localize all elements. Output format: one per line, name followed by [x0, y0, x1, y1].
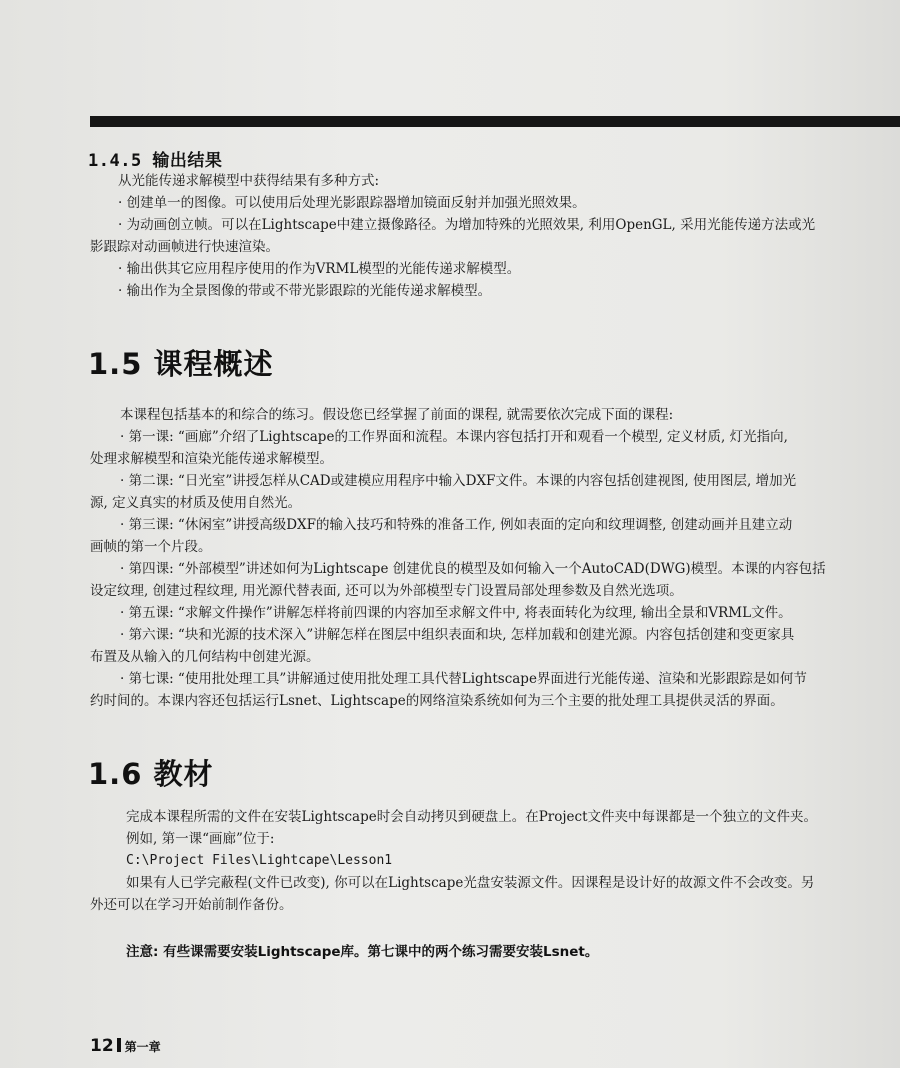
- section-145-bullet-1: · 创建单一的图像。可以使用后处理光影跟踪器增加镜面反射并加强光照效果。: [118, 195, 586, 211]
- page-number: 12: [90, 1036, 114, 1056]
- section-15-line: · 第四课: “外部模型”讲述如何为Lightscape 创建优良的模型及如何输入一个AutoCAD(DWG)模型。本课的内容包括: [120, 561, 826, 577]
- section-16-line-3: 如果有人已学完蔽程(文件已改变), 你可以在Lightscape光盘安装源文件。因课程是设计好的故源文件不会改变。另: [126, 875, 815, 891]
- footer-divider: [117, 1038, 121, 1052]
- section-15-line: 布置及从输入的几何结构中创建光源。: [90, 649, 320, 665]
- section-145-bullet-2: · 为动画创立帧。可以在Lightscape中建立摄像路径。为增加特殊的光照效果, 利用OpenGL, 采用光能传递方法或光: [118, 217, 816, 233]
- section-145-bullets: [90, 192, 858, 302]
- install-note: 注意: 有些课需要安装Lightscape库。第七课中的两个练习需要安装Lsnet。: [126, 944, 599, 960]
- section-15-body: [90, 404, 858, 712]
- section-15-line: 源, 定义真实的材质及使用自然光。: [90, 495, 302, 511]
- section-15-line: · 第七课: “使用批处理工具”讲解通过使用批处理工具代替Lightscape界面进行光能传递、渲染和光影跟踪是如何节: [120, 671, 807, 687]
- section-16-line-2: 例如, 第一课“画廊”位于:: [126, 831, 275, 847]
- section-15-heading: 1.5 课程概述: [88, 347, 274, 381]
- section-15-line: · 第二课: “日光室”讲授怎样从CAD或建模应用程序中输入DXF文件。本课的内容包括创建视图, 使用图层, 增加光: [120, 473, 797, 489]
- section-15-line: · 第三课: “休闲室”讲授高级DXF的输入技巧和特殊的准备工作, 例如表面的定向和纹理调整, 创建动画并且建立动: [120, 517, 793, 533]
- section-15-line: 设定纹理, 创建过程纹理, 用光源代替表面, 还可以为外部模型专门设置局部处理参数及自然光选项。: [90, 583, 683, 599]
- header-rule: [90, 116, 900, 127]
- section-16-heading: 1.6 教材: [88, 757, 214, 791]
- section-15-line: 处理求解模型和渲染光能传递求解模型。: [90, 451, 333, 467]
- section-16-line-4: 外还可以在学习开始前制作备份。: [90, 897, 293, 913]
- page-footer: [90, 1036, 161, 1056]
- section-15-line: · 第一课: “画廊”介绍了Lightscape的工作界面和流程。本课内容包括打开和观看一个模型, 定义材质, 灯光指向,: [120, 429, 788, 445]
- section-15-line: · 第六课: “块和光源的技术深入”讲解怎样在图层中组织表面和块, 怎样加载和创建光源。内容包括创建和变更家具: [120, 627, 795, 643]
- section-16-body: [90, 806, 858, 916]
- section-145-bullet-3: · 输出供其它应用程序使用的作为VRML模型的光能传递求解模型。: [118, 261, 521, 277]
- section-15-line: · 第五课: “求解文件操作”讲解怎样将前四课的内容加至求解文件中, 将表面转化为纹理, 输出全景和VRML文件。: [120, 605, 792, 621]
- section-145-bullet-2-cont: 影跟踪对动画帧进行快速渲染。: [90, 239, 279, 255]
- section-15-line: 画帧的第一个片段。: [90, 539, 212, 555]
- section-15-line: 本课程包括基本的和综合的练习。假设您已经掌握了前面的课程, 就需要依次完成下面的课程:: [120, 407, 674, 423]
- section-145-bullet-4: · 输出作为全景图像的带或不带光影跟踪的光能传递求解模型。: [118, 283, 492, 299]
- chapter-label: 第一章: [124, 1040, 161, 1054]
- section-145-intro: 从光能传递求解模型中获得结果有多种方式:: [118, 173, 380, 189]
- section-16-line-1: 完成本课程所需的文件在安装Lightscape时会自动拷贝到硬盘上。在Project文件夹中每课都是一个独立的文件夹。: [126, 809, 818, 825]
- section-145-heading: 1.4.5 输出结果: [88, 151, 223, 171]
- lesson-path: C:\Project Files\Lightcape\Lesson1: [126, 853, 393, 868]
- section-15-line: 约时间的。本课内容还包括运行Lsnet、Lightscape的网络渲染系统如何为三个主要的批处理工具提供灵活的界面。: [90, 693, 784, 709]
